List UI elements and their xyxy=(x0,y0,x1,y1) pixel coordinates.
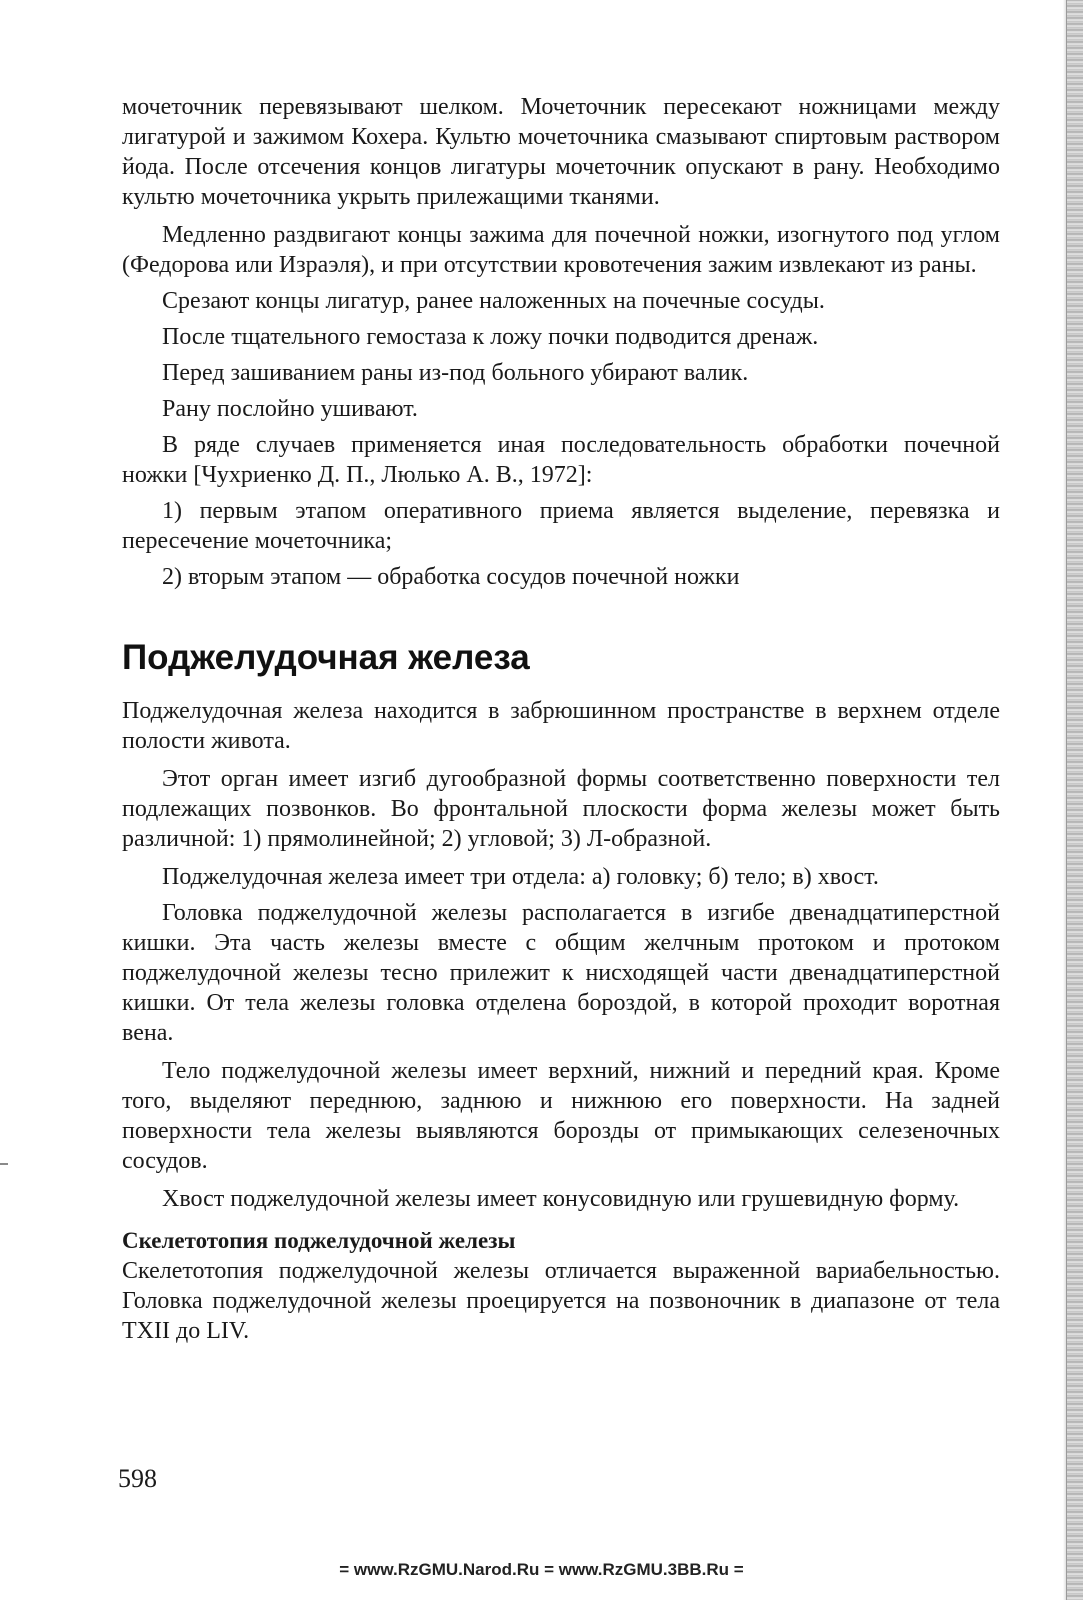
page-text-block xyxy=(122,92,1000,1346)
paragraph: Тело поджелудочной железы имеет верхний, нижний и передний края. Кроме того, выделяют переднюю, заднюю и нижнюю его поверхности. На задней поверхности тела железы выявляются борозды от примыкающих селезеночных сосудов. xyxy=(122,1058,1000,1174)
paragraph: Рану послойно ушивают. xyxy=(162,396,418,422)
paragraph: Головка поджелудочной железы располагается в изгибе двенадцатиперстной кишки. Эта часть железы вместе с общим желчным протоком и протоком поджелудочной железы тесно прилежит к нисходящей части двенадцатиперстной кишки. От тела железы головка отделена бороздой, в которой проходит воротная вена. xyxy=(122,900,1000,1046)
paragraph: Поджелудочная железа имеет три отдела: а) головку; б) тело; в) хвост. xyxy=(162,864,879,890)
subsection-title: Скелетотопия поджелудочной железы xyxy=(122,1228,516,1253)
paragraph: После тщательного гемостаза к ложу почки подводится дренаж. xyxy=(162,324,819,350)
paragraph: Поджелудочная железа находится в забрюшинном пространстве в верхнем отделе полости живота. xyxy=(122,698,1000,754)
paragraph: Срезают концы лигатур, ранее наложенных на почечные сосуды. xyxy=(162,288,825,314)
section-title: Поджелудочная железа xyxy=(122,638,530,677)
paragraph: Этот орган имеет изгиб дугообразной формы соответственно поверхности тел подлежащих позвонков. Во фронтальной плоскости форма железы может быть различной: 1) прямолинейной; 2) угловой; 3) Л-образной. xyxy=(122,766,1000,852)
paragraph: Скелетотопия поджелудочной железы отличается выраженной вариабельностью. Головка поджелудочной железы проецируется на позвоночник в диапазоне от тела TXII до LIV. xyxy=(122,1258,1000,1344)
list-item: 1) первым этапом оперативного приема является выделение, перевязка и пересечение мочеточника; xyxy=(122,498,1000,554)
scan-mark xyxy=(0,1163,8,1165)
paragraph: Медленно раздвигают концы зажима для почечной ножки, изогнутого под углом (Федорова или Израэля), и при отсутствии кровотечения зажим извлекают из раны. xyxy=(122,222,1000,278)
paragraph: мочеточник перевязывают шелком. Мочеточник пересекают ножницами между лигатурой и зажимом Кохера. Культю мочеточника смазывают спиртовым раствором йода. После отсечения концов лигатуры мочеточник опускают в рану. Необходимо культю мочеточника укрыть прилежащими тканями. xyxy=(122,94,1000,210)
paragraph: Перед зашиванием раны из-под больного убирают валик. xyxy=(162,360,749,386)
page-number: 598 xyxy=(118,1464,157,1493)
scan-edge xyxy=(1066,0,1083,1600)
paragraph: Хвост поджелудочной железы имеет конусовидную или грушевидную форму. xyxy=(162,1186,960,1212)
footer-watermark: = www.RzGMU.Narod.Ru = www.RzGMU.3BB.Ru = xyxy=(339,1560,744,1579)
paragraph: В ряде случаев применяется иная последовательность обработки почечной ножки [Чухриенко Д. П., Люлько А. В., 1972]: xyxy=(122,432,1000,488)
list-item: 2) вторым этапом — обработка сосудов почечной ножки xyxy=(162,564,740,590)
